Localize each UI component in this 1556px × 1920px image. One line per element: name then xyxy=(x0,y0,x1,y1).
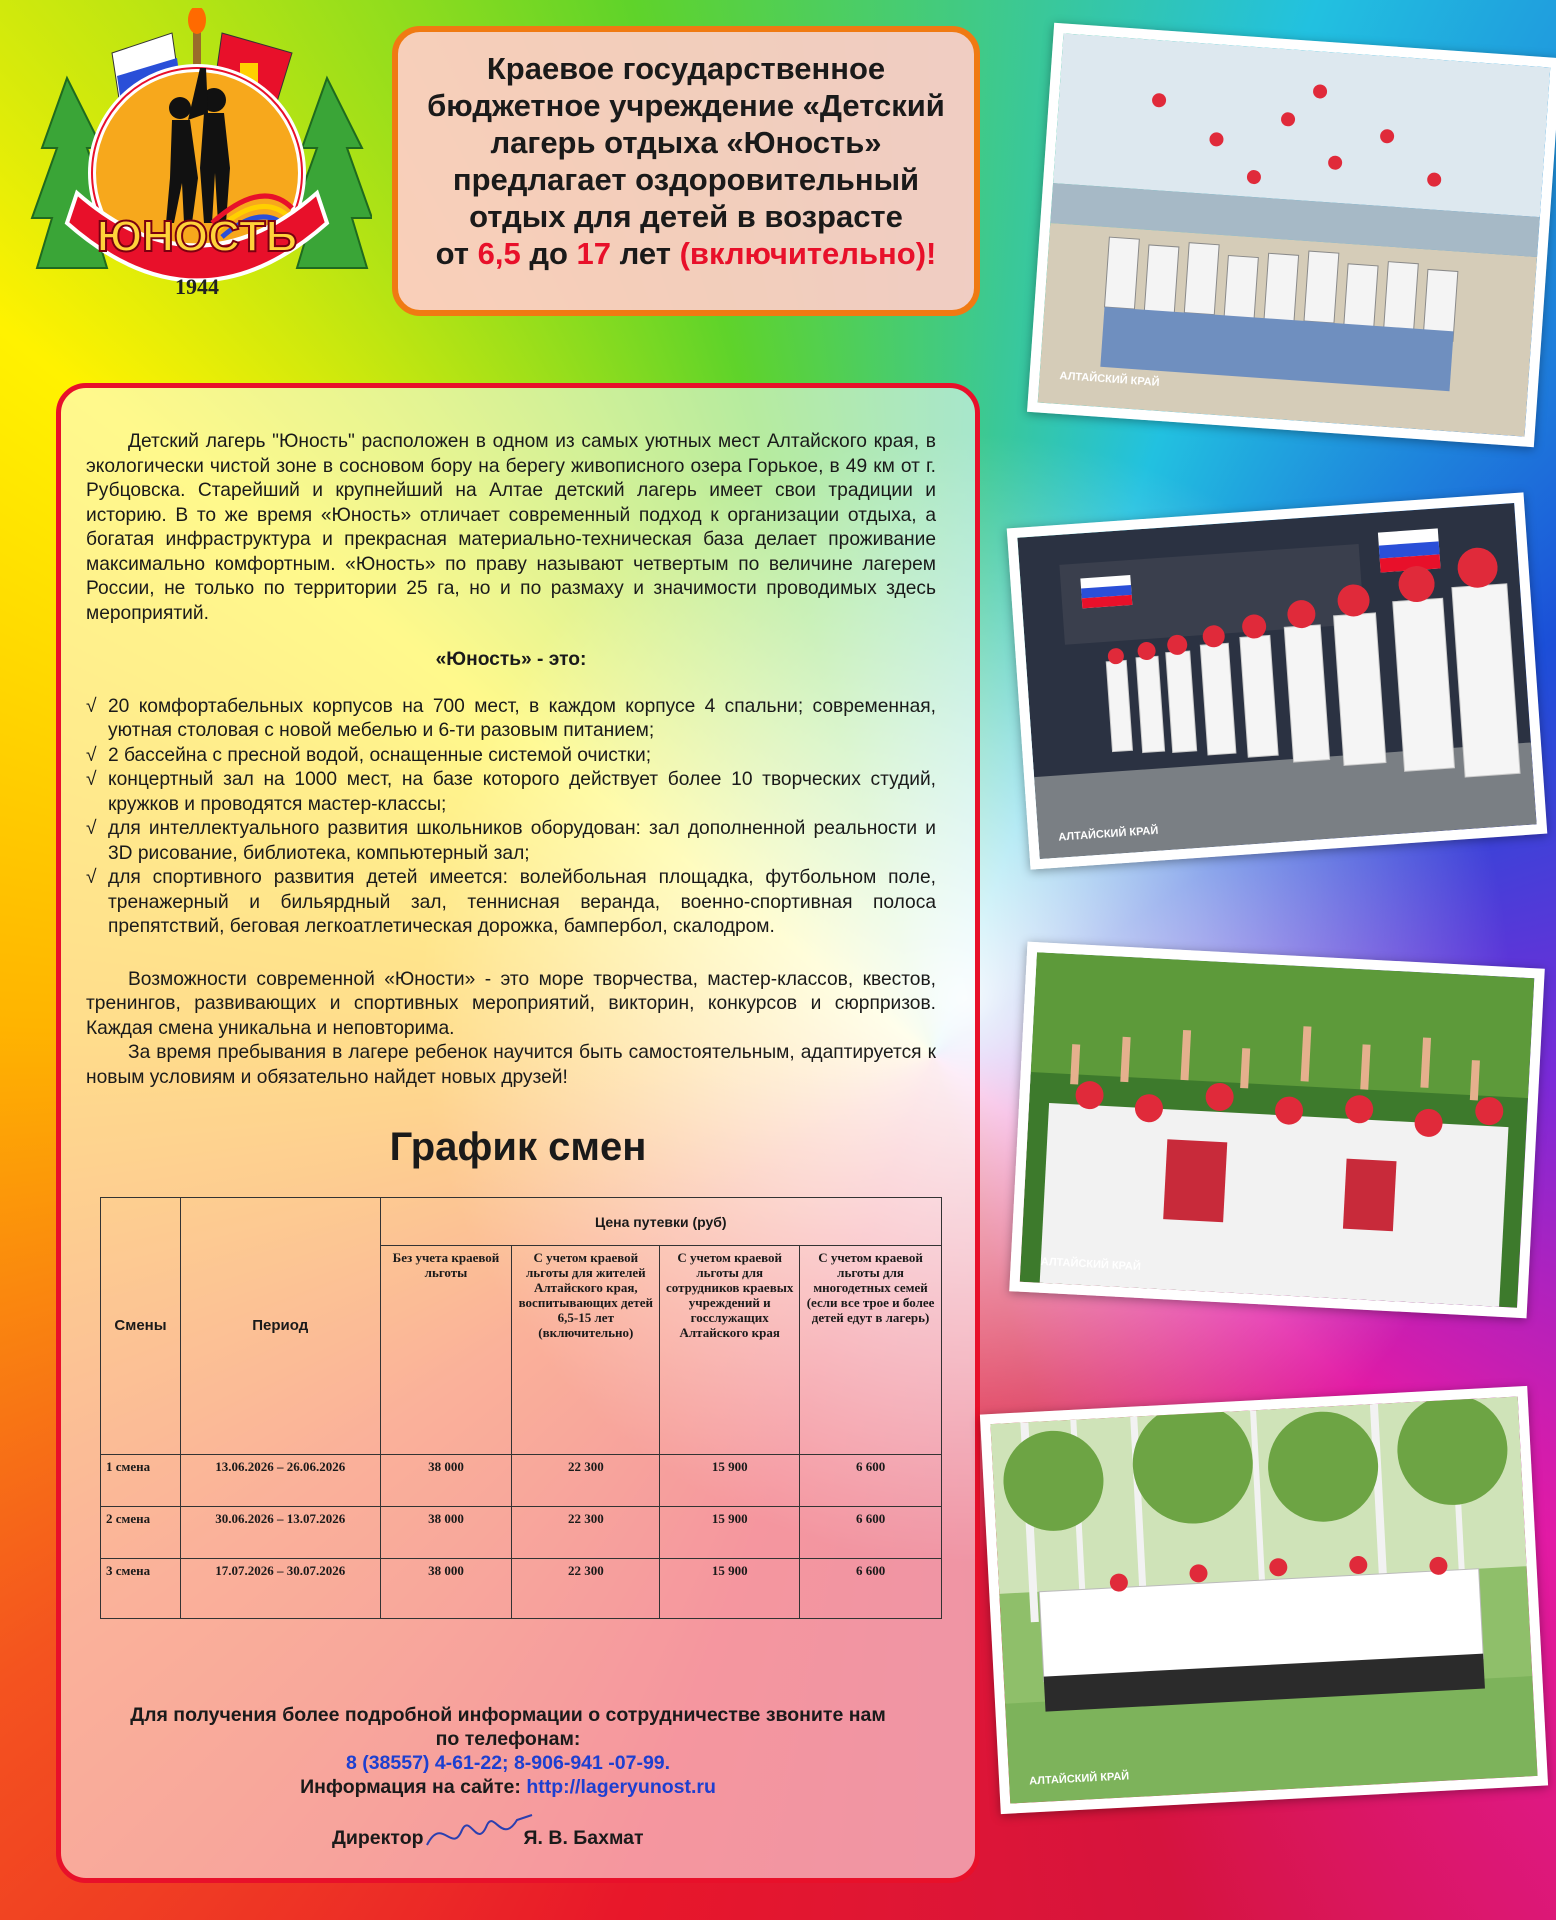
table-row xyxy=(101,1454,942,1506)
feature-text: для спортивного развития детей имеется: волейбольная площадка, футбольном поле, тренажерный и бильярдный зал, теннисная веранда, военно-спортивная полоса препятствий, беговая легкоатлетическая дорожка, бампербол, скалодром. xyxy=(108,867,936,937)
age-min: 6,5 xyxy=(477,236,521,271)
shift-cell: 2 смена xyxy=(101,1506,181,1558)
feature-text: для интеллектуального развития школьников оборудован: зал дополненной реальности и 3D рисование, библиотека, компьютерный зал; xyxy=(108,818,936,864)
phone-numbers[interactable]: 8 (38557) 4-61-22; 8-906-941 -07-99. xyxy=(345,1752,671,1774)
check-icon: √ xyxy=(86,695,97,717)
col-price-residents: С учетом краевой льготы для жителей Алтайского края, воспитывающих детей 6,5-15 лет (включительно) xyxy=(512,1246,660,1454)
site-label: Информация на сайте: xyxy=(300,1776,527,1798)
list-item xyxy=(86,866,936,940)
age-exclaim: ! xyxy=(926,236,937,271)
price-cell: 6 600 xyxy=(800,1506,942,1558)
description xyxy=(86,430,936,1090)
price-cell: 15 900 xyxy=(660,1558,800,1618)
intro-paragraph: Детский лагерь "Юность" расположен в одном из самых уютных мест Алтайского края, в экологически чистой зоне в сосновом бору на берегу живописного озера Горькое, в 49 км от г. Рубцовска. Старейший и крупнейший на Алтае детский лагерь имеет свои традиции и историю. В то же время «Юность» отличает современный подход к организации отдыха, а богатая инфраструктура и прекрасная материально-техническая база делает проживание максимально комфортным. «Юность» по праву называют четвертым по величине лагерем России, не только по территории 25 га, но и по размаху и значимости проводимых здесь мероприятий. xyxy=(86,431,936,624)
logo-title: ЮНОСТЬ xyxy=(96,212,298,261)
col-price-employees: С учетом краевой льготы для сотрудников краевых учреждений и госслужащих Алтайского края xyxy=(660,1246,800,1454)
age-text: лет xyxy=(611,236,680,271)
photo-birch-group xyxy=(980,1386,1548,1814)
col-price-no-discount: Без учета краевой льготы xyxy=(380,1246,512,1454)
price-cell: 38 000 xyxy=(380,1558,512,1618)
director-label: Директор xyxy=(332,1827,424,1849)
price-cell: 22 300 xyxy=(512,1558,660,1618)
photo-watermark: АЛТАЙСКИЙ КРАЙ xyxy=(1040,1255,1142,1274)
period-cell: 13.06.2026 – 26.06.2026 xyxy=(180,1454,380,1506)
col-shift-header: Смены xyxy=(101,1198,181,1455)
contact-line: по телефонам: xyxy=(435,1728,581,1750)
list-item xyxy=(86,768,936,817)
price-cell: 22 300 xyxy=(512,1454,660,1506)
price-cell: 38 000 xyxy=(380,1506,512,1558)
check-icon: √ xyxy=(86,744,97,766)
col-price-header: Цена путевки (руб) xyxy=(380,1198,941,1246)
header-line: бюджетное учреждение «Детский xyxy=(427,88,945,123)
header-line: лагерь отдыха «Юность» xyxy=(490,125,882,160)
features-title: «Юность» - это: xyxy=(435,649,587,670)
price-cell: 15 900 xyxy=(660,1506,800,1558)
header-line-age xyxy=(408,235,964,272)
list-item xyxy=(86,744,936,769)
site-link[interactable]: http://lageryunost.ru xyxy=(526,1776,716,1798)
features-list xyxy=(86,695,936,940)
price-cell: 15 900 xyxy=(660,1454,800,1506)
contact-line: Для получения более подробной информации о сотрудничестве звоните нам xyxy=(130,1704,886,1726)
table-row xyxy=(101,1558,942,1618)
col-price-large-families: С учетом краевой льготы для многодетных семей (если все трое и более детей едут в лагерь) xyxy=(800,1246,942,1454)
site-line xyxy=(60,1775,956,1799)
outcome-paragraph: За время пребывания в лагере ребенок научится быть самостоятельным, адаптируется к новым условиям и обязательно найдет новых друзей! xyxy=(86,1042,936,1088)
contact-info xyxy=(60,1703,956,1799)
feature-text: концертный зал на 1000 мест, на базе которого действует более 10 творческих студий, кружков и проводятся мастер-классы; xyxy=(108,769,936,815)
list-item xyxy=(86,695,936,744)
signature-mark xyxy=(422,1805,542,1865)
photo-watermark: АЛТАЙСКИЙ КРАЙ xyxy=(1059,370,1160,389)
table-row xyxy=(101,1506,942,1558)
photo-crowd-cheering xyxy=(1009,942,1545,1319)
col-period-header: Период xyxy=(180,1198,380,1455)
director-name: Я. В. Бахмат xyxy=(523,1827,644,1849)
logo-year: 1944 xyxy=(175,274,219,299)
header-line: предлагает оздоровительный xyxy=(452,162,920,197)
header-box xyxy=(392,26,980,316)
photo-watermark: АЛТАЙСКИЙ КРАЙ xyxy=(1028,1770,1130,1788)
schedule-table xyxy=(100,1197,942,1619)
check-icon: √ xyxy=(86,769,97,790)
price-cell: 38 000 xyxy=(380,1454,512,1506)
period-cell: 30.06.2026 – 13.07.2026 xyxy=(180,1506,380,1558)
age-text: до xyxy=(520,236,577,271)
age-inclusive: (включительно) xyxy=(679,236,927,271)
photo-beach-group xyxy=(1027,23,1556,447)
photo-line-up xyxy=(1007,492,1548,869)
camp-logo xyxy=(22,8,372,308)
check-icon: √ xyxy=(86,818,97,839)
age-max: 17 xyxy=(576,236,612,271)
price-cell: 6 600 xyxy=(800,1454,942,1506)
shift-cell: 1 смена xyxy=(101,1454,181,1506)
shift-cell: 3 смена xyxy=(101,1558,181,1618)
schedule-title: График смен xyxy=(389,1125,647,1169)
photo-watermark: АЛТАЙСКИЙ КРАЙ xyxy=(1057,824,1159,844)
header-line: Краевое государственное xyxy=(486,51,886,86)
age-text: от xyxy=(435,236,478,271)
check-icon: √ xyxy=(86,867,97,888)
header-line: отдых для детей в возрасте xyxy=(469,199,903,234)
list-item xyxy=(86,817,936,866)
feature-text: 2 бассейна с пресной водой, оснащенные системой очистки; xyxy=(108,744,652,766)
price-cell: 22 300 xyxy=(512,1506,660,1558)
feature-text: 20 комфортабельных корпусов на 700 мест, в каждом корпусе 4 спальни; современная, уютная столовая с новой мебелью и 6-ти разовым питанием; xyxy=(108,695,936,741)
price-cell: 6 600 xyxy=(800,1558,942,1618)
opportunities-paragraph: Возможности современной «Юности» - это море творчества, мастер-классов, квестов, тренингов, развивающих и спортивных мероприятий, викторин, конкурсов и сюрпризов. Каждая смена уникальна и неповторима. xyxy=(86,968,936,1039)
period-cell: 17.07.2026 – 30.07.2026 xyxy=(180,1558,380,1618)
director-signature xyxy=(332,1827,832,1850)
